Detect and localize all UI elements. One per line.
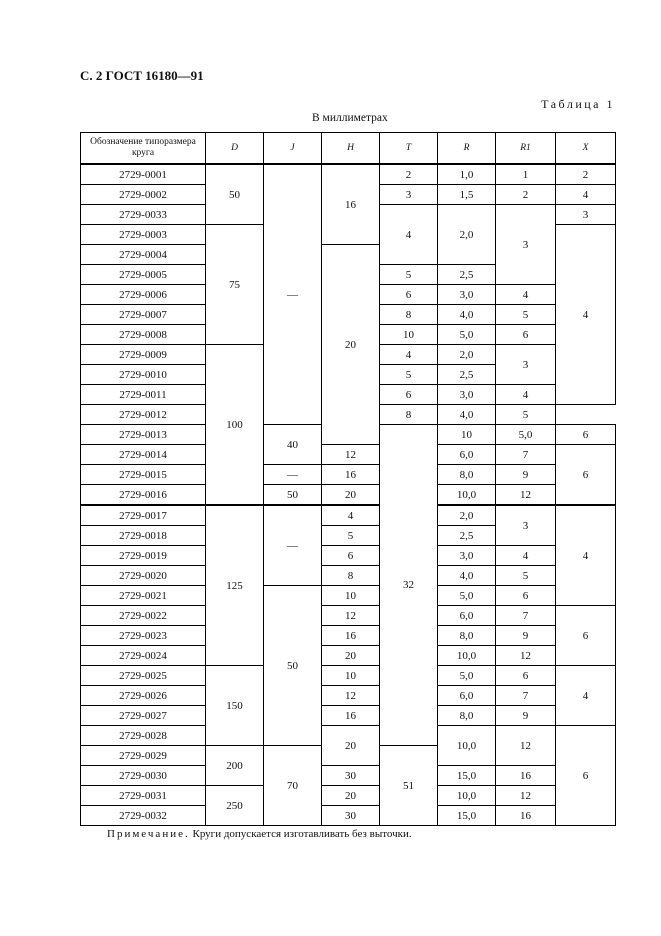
table-row <box>81 726 616 746</box>
cell-R: 10,0 <box>438 786 496 806</box>
cell-T: 4 <box>380 205 438 265</box>
table-row <box>81 546 616 566</box>
table-row <box>81 786 616 806</box>
cell-J: — <box>264 465 322 485</box>
cell-code: 2729-0021 <box>81 586 206 606</box>
col-X: X <box>556 133 616 165</box>
cell-R: 4,0 <box>438 305 496 325</box>
cell-D: 125 <box>206 505 264 666</box>
col-R1: R1 <box>496 133 556 165</box>
cell-R1: 9 <box>496 626 556 646</box>
cell-D: 75 <box>206 225 264 345</box>
cell-R: 1,5 <box>438 185 496 205</box>
cell-J: 50 <box>264 586 322 746</box>
cell-T: 16 <box>322 706 380 726</box>
cell-H: 20 <box>322 245 380 445</box>
cell-R: 5,0 <box>438 586 496 606</box>
table-row <box>81 766 616 786</box>
cell-R: 15,0 <box>438 806 496 826</box>
cell-T: 6 <box>322 546 380 566</box>
cell-code: 2729-0022 <box>81 606 206 626</box>
cell-code: 2729-0015 <box>81 465 206 485</box>
cell-T: 8 <box>380 305 438 325</box>
note-label: Примечание. <box>107 828 190 840</box>
cell-H: 32 <box>380 425 438 746</box>
cell-code: 2729-0032 <box>81 806 206 826</box>
cell-T: 10 <box>380 325 438 345</box>
cell-R: 6,0 <box>438 445 496 465</box>
cell-D: 150 <box>206 666 264 746</box>
cell-R1: 4 <box>496 546 556 566</box>
cell-R1: 12 <box>496 726 556 766</box>
cell-R1: 2 <box>496 185 556 205</box>
cell-X: 6 <box>556 726 616 826</box>
cell-R: 15,0 <box>438 766 496 786</box>
cell-R1: 12 <box>496 485 556 506</box>
cell-R: 5,0 <box>438 325 496 345</box>
col-D: D <box>206 133 264 165</box>
cell-code: 2729-0029 <box>81 746 206 766</box>
cell-R1: 6 <box>496 586 556 606</box>
cell-R1: 16 <box>496 806 556 826</box>
cell-code: 2729-0016 <box>81 485 206 506</box>
cell-T: 10 <box>322 666 380 686</box>
cell-code: 2729-0023 <box>81 626 206 646</box>
cell-code: 2729-0014 <box>81 445 206 465</box>
cell-code: 2729-0005 <box>81 265 206 285</box>
cell-code: 2729-0024 <box>81 646 206 666</box>
cell-R1: 5 <box>496 305 556 325</box>
col-designation: Обозначение типоразмера круга <box>81 133 206 165</box>
cell-R: 4,0 <box>438 405 496 425</box>
cell-code: 2729-0018 <box>81 526 206 546</box>
cell-R1: 3 <box>496 345 556 385</box>
cell-R: 5,0 <box>496 425 556 445</box>
cell-R: 2,5 <box>438 526 496 546</box>
cell-R1: 7 <box>496 686 556 706</box>
cell-R1: 5 <box>496 566 556 586</box>
cell-code: 2729-0007 <box>81 305 206 325</box>
cell-R: 5,0 <box>438 666 496 686</box>
cell-code: 2729-0033 <box>81 205 206 225</box>
page-header: С. 2 ГОСТ 16180—91 <box>80 68 204 83</box>
cell-code: 2729-0006 <box>81 285 206 305</box>
cell-R1: 3 <box>496 205 556 285</box>
cell-R: 8,0 <box>438 465 496 485</box>
col-J: J <box>264 133 322 165</box>
cell-R1: 7 <box>496 445 556 465</box>
cell-code: 2729-0009 <box>81 345 206 365</box>
cell-R: 2,5 <box>438 265 496 285</box>
cell-X: 6 <box>556 445 616 506</box>
table-row <box>81 606 616 626</box>
cell-R1: 12 <box>496 786 556 806</box>
cell-X: 2 <box>556 164 616 185</box>
cell-D: 100 <box>206 345 264 506</box>
table-row <box>81 485 616 506</box>
cell-code: 2729-0031 <box>81 786 206 806</box>
cell-code: 2729-0030 <box>81 766 206 786</box>
cell-R: 8,0 <box>438 626 496 646</box>
cell-R: 6,0 <box>438 686 496 706</box>
cell-T: 5 <box>380 265 438 285</box>
cell-R1: 1 <box>496 164 556 185</box>
cell-code: 2729-0001 <box>81 164 206 185</box>
cell-R1: 3 <box>496 505 556 546</box>
table-row <box>81 505 616 526</box>
cell-code: 2729-0010 <box>81 365 206 385</box>
cell-R1: 6 <box>556 425 616 445</box>
cell-code: 2729-0019 <box>81 546 206 566</box>
col-H: H <box>322 133 380 165</box>
cell-X: 4 <box>556 505 616 606</box>
cell-J: 40 <box>264 425 322 465</box>
cell-T: 30 <box>322 766 380 786</box>
cell-T: 20 <box>322 726 380 766</box>
cell-X: 4 <box>556 185 616 205</box>
table-note <box>107 828 412 840</box>
cell-H: 51 <box>380 746 438 826</box>
cell-X: 4 <box>556 666 616 726</box>
cell-T: 10 <box>438 425 496 445</box>
cell-R1: 6 <box>496 325 556 345</box>
cell-T: 8 <box>380 405 438 425</box>
table-row <box>81 806 616 826</box>
cell-code: 2729-0003 <box>81 225 206 245</box>
cell-X: 3 <box>556 205 616 225</box>
cell-D: 250 <box>206 786 264 826</box>
cell-T: 20 <box>322 646 380 666</box>
cell-J: 50 <box>264 485 322 506</box>
cell-code: 2729-0027 <box>81 706 206 726</box>
cell-R: 10,0 <box>438 646 496 666</box>
cell-H: 16 <box>322 164 380 245</box>
cell-R1: 5 <box>496 405 556 425</box>
cell-R1: 4 <box>496 285 556 305</box>
cell-T: 4 <box>380 345 438 365</box>
table-row <box>81 586 616 606</box>
cell-R: 2,0 <box>438 205 496 265</box>
table-row <box>81 666 616 686</box>
cell-R1: 9 <box>496 706 556 726</box>
units-caption: В миллиметрах <box>312 112 388 124</box>
cell-R: 3,0 <box>438 546 496 566</box>
table-row <box>81 626 616 646</box>
cell-code: 2729-0013 <box>81 425 206 445</box>
cell-T: 12 <box>322 606 380 626</box>
cell-T: 6 <box>380 385 438 405</box>
cell-T: 6 <box>380 285 438 305</box>
cell-R1: 9 <box>496 465 556 485</box>
cell-code: 2729-0012 <box>81 405 206 425</box>
note-text: Круги допускается изготавливать без выточки. <box>189 828 412 840</box>
cell-J: 70 <box>264 746 322 826</box>
cell-T: 3 <box>380 185 438 205</box>
cell-D: 50 <box>206 164 264 225</box>
cell-T: 5 <box>322 526 380 546</box>
cell-code: 2729-0020 <box>81 566 206 586</box>
cell-R: 3,0 <box>438 285 496 305</box>
cell-code: 2729-0017 <box>81 505 206 526</box>
cell-code: 2729-0011 <box>81 385 206 405</box>
cell-T: 12 <box>322 445 380 465</box>
col-R: R <box>438 133 496 165</box>
cell-R1: 12 <box>496 646 556 666</box>
cell-T: 2 <box>380 164 438 185</box>
cell-T: 16 <box>322 626 380 646</box>
cell-code: 2729-0025 <box>81 666 206 686</box>
cell-code: 2729-0002 <box>81 185 206 205</box>
table-row <box>81 566 616 586</box>
cell-T: 4 <box>322 505 380 526</box>
cell-R: 4,0 <box>438 566 496 586</box>
cell-code: 2729-0008 <box>81 325 206 345</box>
cell-T: 8 <box>322 566 380 586</box>
col-T: T <box>380 133 438 165</box>
cell-R: 10,0 <box>438 726 496 766</box>
cell-J: — <box>264 505 322 586</box>
cell-R1: 6 <box>496 666 556 686</box>
dimensions-table <box>80 132 616 826</box>
cell-R1: 4 <box>496 385 556 405</box>
cell-R: 1,0 <box>438 164 496 185</box>
cell-code: 2729-0004 <box>81 245 206 265</box>
cell-R: 2,0 <box>438 505 496 526</box>
cell-R: 3,0 <box>438 385 496 405</box>
cell-X: 4 <box>556 225 616 405</box>
table-row <box>81 445 616 465</box>
cell-T: 5 <box>380 365 438 385</box>
cell-T: 30 <box>322 806 380 826</box>
cell-R: 10,0 <box>438 485 496 506</box>
table-row <box>81 646 616 666</box>
cell-R: 2,0 <box>438 345 496 365</box>
cell-R1: 7 <box>496 606 556 626</box>
table-header-row <box>81 133 616 165</box>
cell-T: 16 <box>322 465 380 485</box>
cell-X: 6 <box>556 606 616 666</box>
cell-code: 2729-0028 <box>81 726 206 746</box>
cell-R: 6,0 <box>438 606 496 626</box>
table-row <box>81 706 616 726</box>
cell-J: — <box>264 164 322 425</box>
table-row <box>81 164 616 185</box>
table-row <box>81 686 616 706</box>
cell-T: 10 <box>322 586 380 606</box>
cell-R: 2,5 <box>438 365 496 385</box>
cell-R: 8,0 <box>438 706 496 726</box>
cell-R1: 16 <box>496 766 556 786</box>
table-row <box>81 465 616 485</box>
cell-D: 200 <box>206 746 264 786</box>
cell-code: 2729-0026 <box>81 686 206 706</box>
cell-T: 20 <box>322 786 380 806</box>
table-label: Таблица 1 <box>541 97 615 111</box>
cell-T: 20 <box>322 485 380 506</box>
cell-T: 12 <box>322 686 380 706</box>
